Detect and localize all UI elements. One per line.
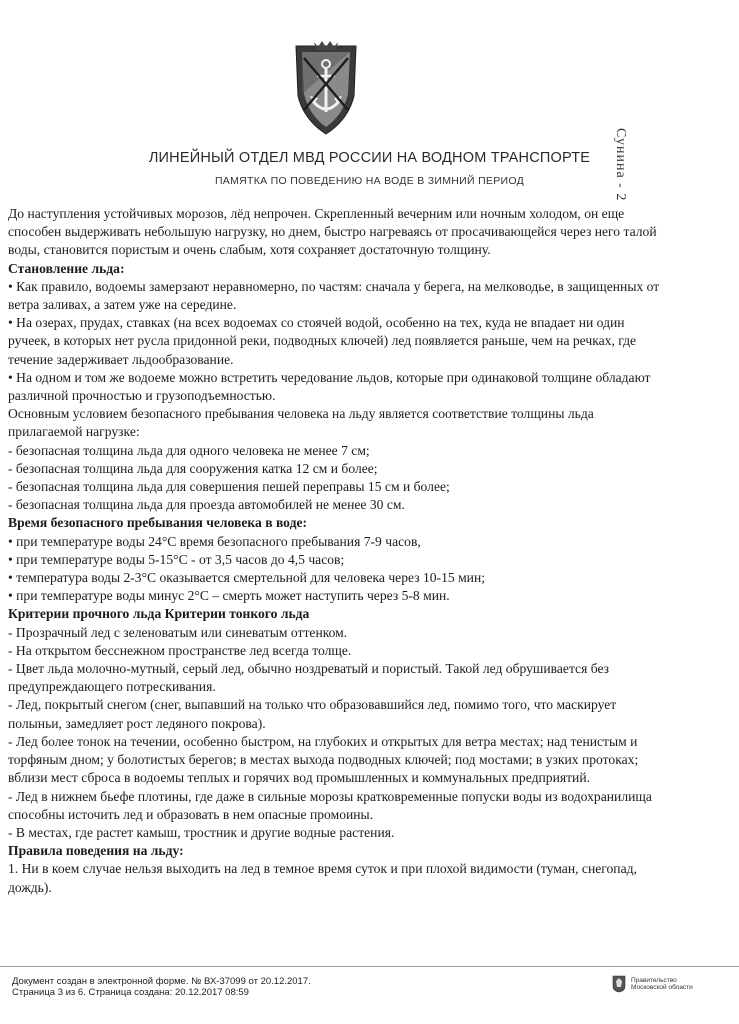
list-item: • при температуре воды 24°С время безопасного пребывания 7-9 часов,: [8, 533, 421, 549]
section-heading-safe-time: Время безопасного пребывания человека в воде:: [8, 515, 308, 531]
list-item: - На открытом бесснежном пространстве лед всегда толще.: [8, 642, 352, 658]
list-item: - Прозрачный лед с зеленоватым или синеватым оттенком.: [8, 624, 348, 640]
document-body: [8, 205, 660, 897]
list-item: - Лед, покрытый снегом (снег, выпавший на только что образовавшийся лед, помимо того, что маскирует полыньи, замедляет рост ледяного покрова).: [8, 697, 617, 731]
footer-info: [12, 976, 311, 998]
list-item: • температура воды 2-3°С оказывается смертельной для человека через 10-15 мин;: [8, 570, 486, 586]
list-item: - Цвет льда молочно-мутный, серый лед, обычно ноздреватый и пористый. Такой лед обрушивается без предупреждающего потрескивания.: [8, 661, 610, 695]
list-item: - Лед более тонок на течении, особенно быстром, на глубоких и открытых для ветра местах; над тенистым и торфяным дном; у болотистых берегов; в местах выхода подводных ключей; под мостами; в узких протоках; вблизи мест сброса в водоемы теплых и горячих вод промышленных и коммунальных предприятий.: [8, 733, 639, 786]
list-item: - Лед в нижнем бьефе плотины, где даже в сильные морозы кратковременные попуски воды из водохранилища способны источить лед и образовать в нем опасные промоины.: [8, 788, 652, 822]
footer-page-line: Страница 3 из 6. Страница создана: 20.12.2017 08:59: [12, 987, 249, 998]
footer-doc-line: Документ создан в электронной форме. № ВХ-37099 от 20.12.2017.: [12, 976, 311, 987]
document-footer: [0, 966, 739, 1007]
intro-paragraph: До наступления устойчивых морозов, лёд непрочен. Скрепленный вечерним или ночным холодом, он еще способен выдерживать небольшую нагрузку, но днем, быстро нагреваясь от просачивающейся через него талой воды, становится пористым и очень слабым, хотя сохраняет достаточную толщину.: [8, 206, 657, 258]
list-item: • На одном и том же водоеме можно встретить чередование льдов, которые при одинаковой толщине обладают различной прочностью и грузоподъемностью.: [8, 369, 651, 404]
document-title: ЛИНЕЙНЫЙ ОТДЕЛ МВД РОССИИ НА ВОДНОМ ТРАНСПОРТЕ: [148, 150, 591, 166]
list-item: - безопасная толщина льда для совершения пешей переправы 15 см и более;: [8, 479, 450, 495]
section-heading-ice-criteria: Критерии прочного льда Критерии тонкого льда: [8, 606, 310, 622]
list-item: • На озерах, прудах, ставках (на всех водоемах со стоячей водой, особенно на тех, куда не впадает ни один ручеек, в которых нет русла придонной реки, подводных ключей) лед появляется раньше, чем на речках, где течение задерживает льдообразование.: [8, 315, 637, 367]
paragraph: Основным условием безопасного пребывания человека на льду является соответствие толщины льда прилагаемой нагрузке:: [8, 406, 594, 440]
list-item: 1. Ни в коем случае нельзя выходить на лед в темное время суток и при плохой видимости (туман, снегопад, дождь).: [8, 861, 637, 895]
gov-mark: [612, 975, 693, 993]
list-item: • при температуре воды 5-15°С - от 3,5 часов до 4,5 часов;: [8, 551, 345, 567]
document-subtitle: ПАМЯТКА ПО ПОВЕДЕНИЮ НА ВОДЕ В ЗИМНИЙ ПЕРИОД: [214, 175, 525, 187]
handwritten-side-note: Сунина - 2: [613, 128, 628, 202]
gov-label-line-2: Московской области: [631, 984, 693, 991]
list-item: - безопасная толщина льда для проезда автомобилей не менее 30 см.: [8, 497, 405, 513]
list-item: - безопасная толщина льда для одного человека не менее 7 см;: [8, 442, 370, 458]
emblem-icon: [288, 38, 364, 138]
section-heading-ice-rules: Правила поведения на льду:: [8, 843, 184, 859]
gov-label-line-1: Правительство: [631, 976, 677, 984]
list-item: • Как правило, водоемы замерзают неравномерно, по частям: сначала у берега, на мелководье, в защищенных от ветра заливах, а затем уже на середине.: [8, 278, 660, 313]
gov-label: [631, 977, 693, 992]
section-heading-ice-formation: Становление льда:: [8, 260, 125, 276]
list-item: • при температуре воды минус 2°С – смерть может наступить через 5-8 мин.: [8, 588, 450, 604]
list-item: - В местах, где растет камыш, тростник и другие водные растения.: [8, 824, 395, 840]
moscow-region-coat-of-arms-icon: [612, 975, 626, 993]
list-item: - безопасная толщина льда для сооружения катка 12 см и более;: [8, 460, 378, 476]
